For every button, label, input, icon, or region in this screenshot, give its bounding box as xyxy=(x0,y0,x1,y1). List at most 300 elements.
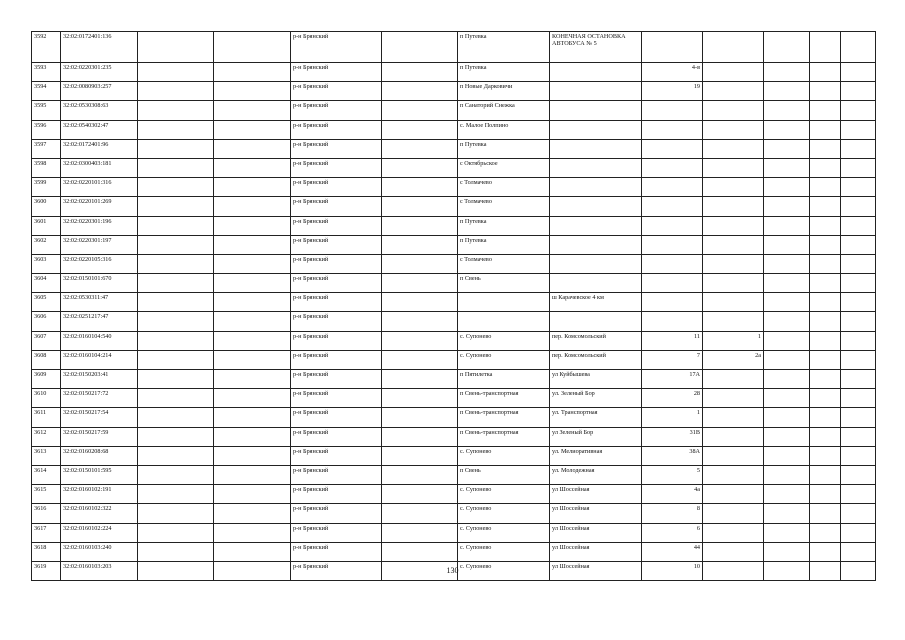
table-cell xyxy=(214,542,291,561)
table-cell xyxy=(703,197,764,216)
table-cell: п Путевка xyxy=(458,235,550,254)
table-cell xyxy=(138,158,214,177)
table-cell xyxy=(841,216,876,235)
table-cell: с. Малое Полпино xyxy=(458,120,550,139)
table-cell xyxy=(138,350,214,369)
table-cell xyxy=(382,120,458,139)
table-cell xyxy=(214,350,291,369)
table-cell: с. Супонево xyxy=(458,561,550,580)
table-cell xyxy=(764,82,810,101)
table-cell: р-н Брянский xyxy=(291,197,382,216)
table-cell: р-н Брянский xyxy=(291,370,382,389)
table-cell: 3611 xyxy=(32,408,61,427)
table-cell xyxy=(810,312,841,331)
table-cell: р-н Брянский xyxy=(291,408,382,427)
table-row xyxy=(32,274,876,293)
table-cell: ул. Мелиоративная xyxy=(550,446,642,465)
table-cell xyxy=(841,408,876,427)
table-cell: 32:02:0150217:72 xyxy=(61,389,138,408)
table-cell xyxy=(642,312,703,331)
table-row xyxy=(32,408,876,427)
table-cell: 32:02:0160102:322 xyxy=(61,504,138,523)
table-cell xyxy=(764,158,810,177)
table-cell xyxy=(810,178,841,197)
table-cell: 1 xyxy=(642,408,703,427)
table-cell xyxy=(810,504,841,523)
table-cell xyxy=(138,389,214,408)
table-cell: 3606 xyxy=(32,312,61,331)
table-cell: п Путевка xyxy=(458,32,550,63)
table-cell: р-н Брянский xyxy=(291,523,382,542)
table-cell xyxy=(764,504,810,523)
table-cell xyxy=(550,63,642,82)
table-cell xyxy=(138,82,214,101)
table-cell xyxy=(138,331,214,350)
table-row xyxy=(32,465,876,484)
table-cell xyxy=(550,216,642,235)
table-cell xyxy=(214,82,291,101)
table-cell xyxy=(703,465,764,484)
table-cell xyxy=(810,427,841,446)
table-cell xyxy=(138,312,214,331)
table-cell xyxy=(841,523,876,542)
table-cell xyxy=(138,101,214,120)
table-cell: 32:02:0172401:96 xyxy=(61,139,138,158)
table-cell xyxy=(642,197,703,216)
table-cell xyxy=(138,427,214,446)
table-cell xyxy=(703,408,764,427)
table-cell xyxy=(214,389,291,408)
table-cell: 3599 xyxy=(32,178,61,197)
table-cell: 4а xyxy=(642,485,703,504)
table-cell xyxy=(138,120,214,139)
table-cell: п Путевка xyxy=(458,216,550,235)
table-cell: 32:02:0530308:63 xyxy=(61,101,138,120)
table-cell xyxy=(703,542,764,561)
table-cell xyxy=(841,293,876,312)
table-cell xyxy=(550,139,642,158)
table-cell xyxy=(138,446,214,465)
register-table xyxy=(31,31,876,581)
table-cell: ул. Зеленый Бор xyxy=(550,389,642,408)
table-cell xyxy=(214,63,291,82)
table-cell: ш Карачевское 4 км xyxy=(550,293,642,312)
table-cell: 32:02:0220301:235 xyxy=(61,63,138,82)
table-row xyxy=(32,216,876,235)
table-cell: 7 xyxy=(642,350,703,369)
table-cell xyxy=(764,331,810,350)
table-row xyxy=(32,101,876,120)
table-cell xyxy=(138,370,214,389)
table-cell xyxy=(214,32,291,63)
table-cell xyxy=(642,254,703,273)
table-cell xyxy=(382,312,458,331)
table-cell: КОНЕЧНАЯ ОСТАНОВКА АВТОБУСА № 5 xyxy=(550,32,642,63)
table-cell: р-н Брянский xyxy=(291,158,382,177)
table-cell xyxy=(810,120,841,139)
table-cell: ул Шоссейная xyxy=(550,504,642,523)
table-cell: с Октябрьское xyxy=(458,158,550,177)
table-cell xyxy=(382,408,458,427)
register-table-body xyxy=(32,32,876,581)
table-cell: 3595 xyxy=(32,101,61,120)
table-cell xyxy=(382,216,458,235)
table-cell: р-н Брянский xyxy=(291,389,382,408)
table-cell xyxy=(810,101,841,120)
table-cell xyxy=(214,446,291,465)
table-cell: 1 xyxy=(703,331,764,350)
table-row xyxy=(32,370,876,389)
table-cell xyxy=(138,178,214,197)
table-cell xyxy=(810,82,841,101)
table-cell xyxy=(642,101,703,120)
table-cell xyxy=(841,312,876,331)
table-cell xyxy=(764,216,810,235)
table-cell xyxy=(703,178,764,197)
table-cell xyxy=(214,312,291,331)
table-cell xyxy=(382,197,458,216)
table-cell xyxy=(550,274,642,293)
table-cell: ул Шоссейная xyxy=(550,542,642,561)
table-cell xyxy=(382,158,458,177)
table-cell xyxy=(642,32,703,63)
table-cell xyxy=(703,485,764,504)
table-row xyxy=(32,293,876,312)
table-cell xyxy=(703,446,764,465)
table-cell: ул Шоссейная xyxy=(550,561,642,580)
table-cell xyxy=(138,63,214,82)
table-cell: ул. Транспортная xyxy=(550,408,642,427)
table-cell xyxy=(810,254,841,273)
table-cell: с. Супонево xyxy=(458,542,550,561)
table-cell: п Санаторий Снежка xyxy=(458,101,550,120)
table-cell xyxy=(841,120,876,139)
table-cell xyxy=(642,120,703,139)
table-cell: р-н Брянский xyxy=(291,63,382,82)
table-cell: р-н Брянский xyxy=(291,139,382,158)
table-cell: р-н Брянский xyxy=(291,293,382,312)
table-cell xyxy=(138,542,214,561)
table-cell xyxy=(703,293,764,312)
table-cell xyxy=(550,254,642,273)
table-row xyxy=(32,139,876,158)
table-cell xyxy=(764,178,810,197)
table-cell xyxy=(764,120,810,139)
table-cell xyxy=(214,485,291,504)
table-cell xyxy=(214,197,291,216)
table-cell xyxy=(764,235,810,254)
table-cell xyxy=(810,197,841,216)
table-cell xyxy=(810,389,841,408)
table-cell xyxy=(138,408,214,427)
table-cell: 32:02:0251217:47 xyxy=(61,312,138,331)
table-cell xyxy=(764,542,810,561)
table-cell: 3594 xyxy=(32,82,61,101)
table-cell xyxy=(382,446,458,465)
table-cell xyxy=(382,389,458,408)
table-cell: 32:02:0150101:595 xyxy=(61,465,138,484)
table-cell xyxy=(764,370,810,389)
table-cell: с Толмачево xyxy=(458,178,550,197)
table-cell xyxy=(841,32,876,63)
table-cell: р-н Брянский xyxy=(291,178,382,197)
table-cell: с Толмачево xyxy=(458,254,550,273)
table-cell xyxy=(703,101,764,120)
table-cell: пер. Комсомольский xyxy=(550,331,642,350)
table-cell xyxy=(214,139,291,158)
table-cell: 3609 xyxy=(32,370,61,389)
table-cell: 32:02:0160103:240 xyxy=(61,542,138,561)
table-cell xyxy=(841,178,876,197)
table-cell xyxy=(138,523,214,542)
table-cell xyxy=(382,82,458,101)
table-cell: 3604 xyxy=(32,274,61,293)
table-cell xyxy=(841,370,876,389)
table-cell: ул Шоссейная xyxy=(550,523,642,542)
table-cell: р-н Брянский xyxy=(291,350,382,369)
table-cell: 32:02:0530311:47 xyxy=(61,293,138,312)
table-cell: р-н Брянский xyxy=(291,101,382,120)
table-cell: п Новые Дарковичи xyxy=(458,82,550,101)
table-cell xyxy=(550,158,642,177)
table-cell xyxy=(841,101,876,120)
table-cell xyxy=(841,82,876,101)
table-cell xyxy=(458,293,550,312)
table-row xyxy=(32,235,876,254)
table-cell xyxy=(138,293,214,312)
table-cell: с. Супонево xyxy=(458,446,550,465)
table-cell xyxy=(764,274,810,293)
table-cell xyxy=(382,350,458,369)
table-cell xyxy=(550,235,642,254)
table-cell: 3593 xyxy=(32,63,61,82)
table-cell xyxy=(703,32,764,63)
table-cell xyxy=(810,293,841,312)
table-cell: 32:02:0160104:540 xyxy=(61,331,138,350)
table-cell xyxy=(703,63,764,82)
table-cell xyxy=(382,101,458,120)
table-row xyxy=(32,312,876,331)
table-cell xyxy=(810,350,841,369)
table-cell: ул. Молодежная xyxy=(550,465,642,484)
table-cell xyxy=(382,63,458,82)
table-cell xyxy=(214,235,291,254)
table-cell: пер. Комсомольский xyxy=(550,350,642,369)
table-cell: 32:02:0150101:670 xyxy=(61,274,138,293)
table-row xyxy=(32,178,876,197)
table-cell xyxy=(810,139,841,158)
table-cell: р-н Брянский xyxy=(291,120,382,139)
table-cell xyxy=(810,370,841,389)
table-cell xyxy=(550,120,642,139)
table-row xyxy=(32,254,876,273)
table-cell xyxy=(550,312,642,331)
table-cell xyxy=(703,389,764,408)
table-row xyxy=(32,120,876,139)
table-cell xyxy=(841,427,876,446)
table-cell xyxy=(810,523,841,542)
table-cell xyxy=(764,350,810,369)
table-cell xyxy=(642,235,703,254)
table-cell: 32:02:0150203:41 xyxy=(61,370,138,389)
table-cell: р-н Брянский xyxy=(291,235,382,254)
table-cell: р-н Брянский xyxy=(291,427,382,446)
table-cell xyxy=(703,158,764,177)
table-cell xyxy=(764,32,810,63)
table-cell: 31В xyxy=(642,427,703,446)
table-cell xyxy=(382,465,458,484)
table-cell: 3608 xyxy=(32,350,61,369)
table-cell xyxy=(703,139,764,158)
table-row xyxy=(32,82,876,101)
table-cell: 32:02:0160208:68 xyxy=(61,446,138,465)
table-cell xyxy=(810,446,841,465)
table-cell xyxy=(138,235,214,254)
table-cell xyxy=(841,235,876,254)
table-cell xyxy=(550,197,642,216)
table-cell xyxy=(764,485,810,504)
table-cell xyxy=(764,408,810,427)
table-cell xyxy=(810,485,841,504)
table-cell: 44 xyxy=(642,542,703,561)
table-cell xyxy=(382,293,458,312)
table-cell: 6 xyxy=(642,523,703,542)
table-cell xyxy=(841,158,876,177)
table-cell xyxy=(810,32,841,63)
table-cell: 3615 xyxy=(32,485,61,504)
table-cell xyxy=(382,542,458,561)
table-cell: 11 xyxy=(642,331,703,350)
table-cell xyxy=(382,254,458,273)
table-cell xyxy=(382,370,458,389)
table-cell xyxy=(764,101,810,120)
table-cell: 32:02:0160102:224 xyxy=(61,523,138,542)
table-cell: 32:02:0220101:316 xyxy=(61,178,138,197)
table-cell xyxy=(841,254,876,273)
table-cell xyxy=(764,197,810,216)
table-cell xyxy=(642,216,703,235)
table-cell xyxy=(138,504,214,523)
table-cell xyxy=(214,158,291,177)
table-cell xyxy=(703,523,764,542)
table-cell: р-н Брянский xyxy=(291,485,382,504)
table-cell xyxy=(810,542,841,561)
table-row xyxy=(32,331,876,350)
table-cell xyxy=(703,504,764,523)
table-cell: 8 xyxy=(642,504,703,523)
table-cell xyxy=(703,274,764,293)
table-cell xyxy=(764,293,810,312)
table-cell xyxy=(138,32,214,63)
table-cell xyxy=(841,446,876,465)
table-cell: с Толмачево xyxy=(458,197,550,216)
table-cell xyxy=(764,312,810,331)
table-cell xyxy=(214,216,291,235)
table-cell: 32:02:0220301:196 xyxy=(61,216,138,235)
table-row xyxy=(32,427,876,446)
table-cell xyxy=(764,139,810,158)
table-cell: 32:02:0300403:181 xyxy=(61,158,138,177)
table-cell: п Свень xyxy=(458,465,550,484)
table-cell: 3619 xyxy=(32,561,61,580)
table-row xyxy=(32,389,876,408)
table-cell xyxy=(841,485,876,504)
table-cell xyxy=(703,254,764,273)
table-cell: 3616 xyxy=(32,504,61,523)
table-cell: р-н Брянский xyxy=(291,561,382,580)
table-cell xyxy=(214,178,291,197)
table-cell xyxy=(703,427,764,446)
table-cell xyxy=(764,446,810,465)
table-cell xyxy=(642,158,703,177)
table-cell xyxy=(810,63,841,82)
table-cell: р-н Брянский xyxy=(291,504,382,523)
table-cell: ул Куйбышева xyxy=(550,370,642,389)
table-row xyxy=(32,485,876,504)
table-cell xyxy=(214,427,291,446)
table-cell xyxy=(138,465,214,484)
table-cell xyxy=(382,504,458,523)
table-cell: п Путевка xyxy=(458,139,550,158)
table-cell xyxy=(382,427,458,446)
table-cell xyxy=(810,331,841,350)
table-cell: 32:02:0172401:136 xyxy=(61,32,138,63)
table-cell: 3592 xyxy=(32,32,61,63)
table-cell xyxy=(841,465,876,484)
table-cell xyxy=(810,216,841,235)
table-cell xyxy=(841,197,876,216)
table-row xyxy=(32,446,876,465)
table-cell xyxy=(841,63,876,82)
table-cell: 3617 xyxy=(32,523,61,542)
table-cell: с. Супонево xyxy=(458,523,550,542)
table-cell: 3602 xyxy=(32,235,61,254)
table-cell xyxy=(138,139,214,158)
table-cell: 3600 xyxy=(32,197,61,216)
table-cell: р-н Брянский xyxy=(291,312,382,331)
table-cell xyxy=(764,523,810,542)
table-cell: п Свень-транспортная xyxy=(458,389,550,408)
table-cell: 5 xyxy=(642,465,703,484)
table-cell: 32:02:0160102:191 xyxy=(61,485,138,504)
table-cell xyxy=(764,465,810,484)
table-cell: ул Зеленый Бор xyxy=(550,427,642,446)
table-cell xyxy=(550,101,642,120)
table-cell: 32:02:0220105:316 xyxy=(61,254,138,273)
table-cell: 32:02:0150217:54 xyxy=(61,408,138,427)
table-row xyxy=(32,32,876,63)
table-cell xyxy=(642,293,703,312)
table-cell xyxy=(214,523,291,542)
table-cell xyxy=(841,139,876,158)
table-cell xyxy=(138,216,214,235)
table-cell: р-н Брянский xyxy=(291,542,382,561)
table-cell xyxy=(810,274,841,293)
table-cell: 3618 xyxy=(32,542,61,561)
table-cell: 3601 xyxy=(32,216,61,235)
table-cell xyxy=(550,82,642,101)
table-cell: 3607 xyxy=(32,331,61,350)
table-cell: п Пятилетка xyxy=(458,370,550,389)
table-cell xyxy=(703,216,764,235)
table-cell: с. Супонево xyxy=(458,485,550,504)
table-cell: 3610 xyxy=(32,389,61,408)
table-cell xyxy=(550,178,642,197)
table-cell xyxy=(458,312,550,331)
table-cell: р-н Брянский xyxy=(291,446,382,465)
table-cell: р-н Брянский xyxy=(291,254,382,273)
table-cell xyxy=(382,139,458,158)
